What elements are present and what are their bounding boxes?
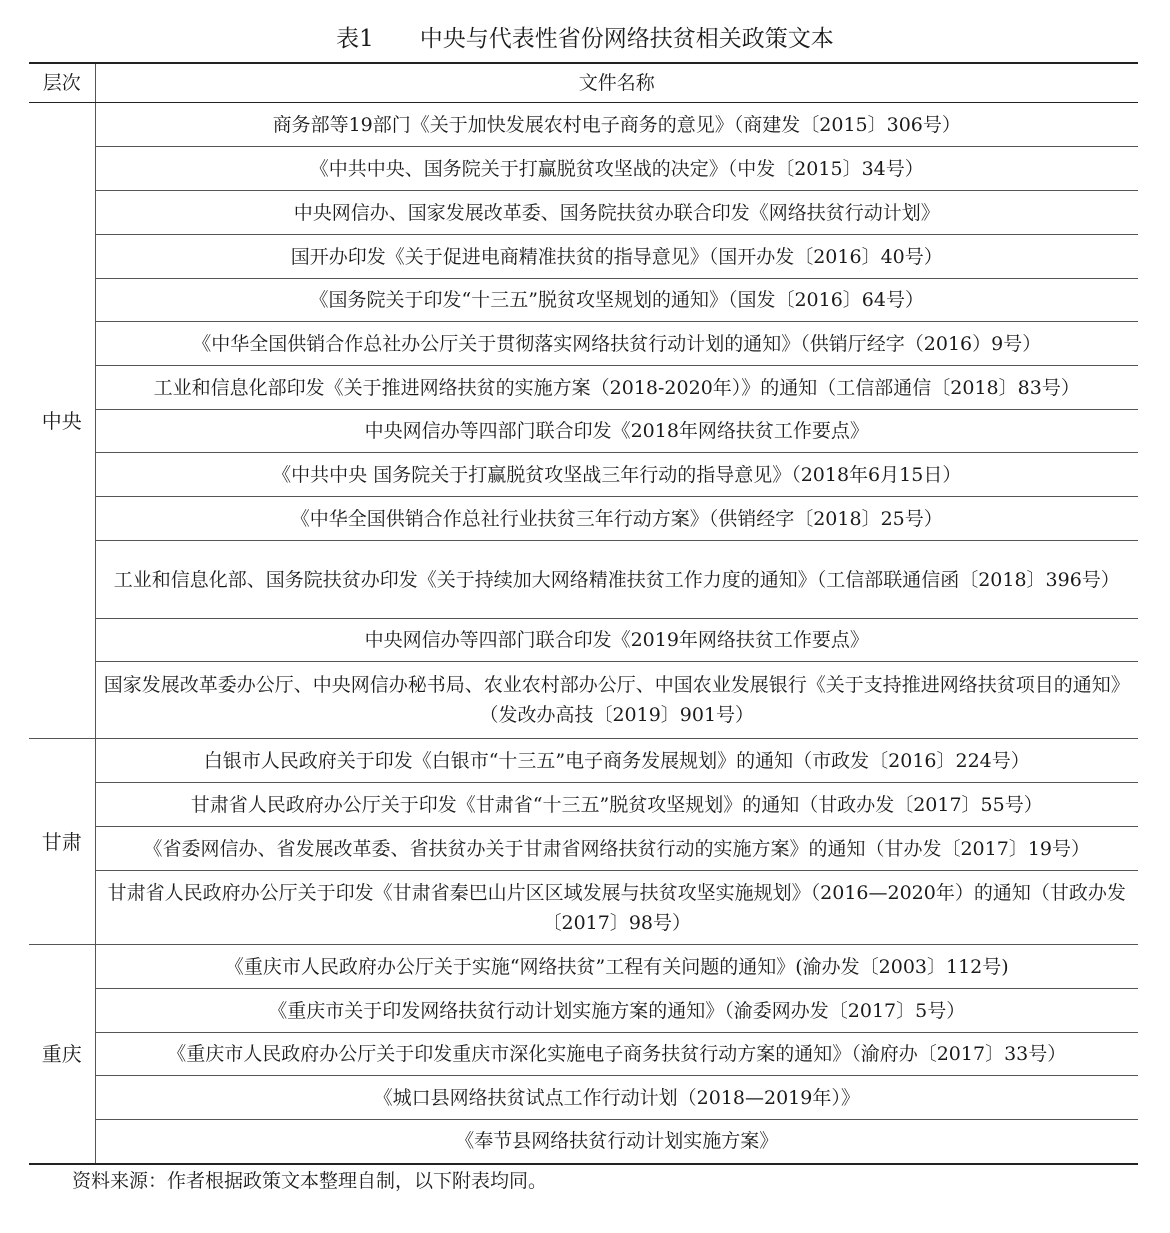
doc-cell: 白银市人民政府关于印发《白银市“十三五”电子商务发展规划》的通知（市政发〔2016〕224号） [95, 739, 1138, 783]
table-row [29, 1120, 1138, 1164]
policy-table [29, 62, 1138, 1165]
table-row [29, 497, 1138, 541]
table-row [29, 739, 1138, 783]
table-row [29, 662, 1138, 739]
doc-cell: 工业和信息化部、国务院扶贫办印发《关于持续加大网络精准扶贫工作力度的通知》（工信部联通信函〔2018〕396号） [95, 541, 1138, 619]
level-column-header: 层次 [29, 63, 95, 103]
name-column-header: 文件名称 [95, 63, 1138, 103]
table-row [29, 1076, 1138, 1120]
table-row [29, 103, 1138, 147]
table-row [29, 410, 1138, 453]
doc-cell: 国家发展改革委办公厅、中央网信办秘书局、农业农村部办公厅、中国农业发展银行《关于支持推进网络扶贫项目的通知》（发改办高技〔2019〕901号） [95, 662, 1138, 739]
doc-cell: 《重庆市人民政府办公厅关于印发重庆市深化实施电子商务扶贫行动方案的通知》（渝府办〔2017〕33号） [95, 1033, 1138, 1076]
doc-cell: 《省委网信办、省发展改革委、省扶贫办关于甘肃省网络扶贫行动的实施方案》的通知（甘办发〔2017〕19号） [95, 827, 1138, 871]
table-row [29, 191, 1138, 235]
doc-cell: 《奉节县网络扶贫行动计划实施方案》 [95, 1120, 1138, 1164]
doc-cell: 《中共中央 国务院关于打赢脱贫攻坚战三年行动的指导意见》（2018年6月15日） [95, 453, 1138, 497]
table-row [29, 366, 1138, 410]
doc-cell: 中央网信办、国家发展改革委、国务院扶贫办联合印发《网络扶贫行动计划》 [95, 191, 1138, 235]
source-note: 资料来源：作者根据政策文本整理自制，以下附表均同。 [72, 1170, 548, 1192]
table-row [29, 147, 1138, 191]
level-cell-gansu: 甘肃 [29, 739, 95, 945]
table-row [29, 989, 1138, 1033]
doc-cell: 国开办印发《关于促进电商精准扶贫的指导意见》（国开办发〔2016〕40号） [95, 235, 1138, 279]
table-row [29, 783, 1138, 827]
doc-cell: 《中华全国供销合作总社行业扶贫三年行动方案》（供销经字〔2018〕25号） [95, 497, 1138, 541]
table-row [29, 541, 1138, 619]
table-row [29, 945, 1138, 989]
table-row [29, 322, 1138, 366]
doc-cell: 《中共中央、国务院关于打赢脱贫攻坚战的决定》（中发〔2015〕34号） [95, 147, 1138, 191]
table-row [29, 827, 1138, 871]
doc-cell: 中央网信办等四部门联合印发《2018年网络扶贫工作要点》 [95, 410, 1138, 453]
doc-cell: 《国务院关于印发“十三五”脱贫攻坚规划的通知》（国发〔2016〕64号） [95, 279, 1138, 322]
table-title: 表1 中央与代表性省份网络扶贫相关政策文本 [336, 26, 834, 52]
table-row [29, 235, 1138, 279]
doc-cell: 甘肃省人民政府办公厅关于印发《甘肃省“十三五”脱贫攻坚规划》的通知（甘政办发〔2017〕55号） [95, 783, 1138, 827]
table-row [29, 279, 1138, 322]
doc-cell: 《城口县网络扶贫试点工作行动计划（2018—2019年）》 [95, 1076, 1138, 1120]
table-row [29, 1033, 1138, 1076]
table-row [29, 871, 1138, 945]
level-cell-chongqing: 重庆 [29, 945, 95, 1164]
level-cell-central: 中央 [29, 103, 95, 739]
doc-cell: 中央网信办等四部门联合印发《2019年网络扶贫工作要点》 [95, 619, 1138, 662]
doc-cell: 《重庆市人民政府办公厅关于实施“网络扶贫”工程有关问题的通知》(渝办发〔2003〕112号) [95, 945, 1138, 989]
table-row [29, 453, 1138, 497]
table-header-row [29, 63, 1138, 103]
doc-cell: 商务部等19部门《关于加快发展农村电子商务的意见》（商建发〔2015〕306号） [95, 103, 1138, 147]
doc-cell: 甘肃省人民政府办公厅关于印发《甘肃省秦巴山片区区域发展与扶贫攻坚实施规划》（2016—2020年）的通知（甘政办发〔2017〕98号） [95, 871, 1138, 945]
doc-cell: 《中华全国供销合作总社办公厅关于贯彻落实网络扶贫行动计划的通知》（供销厅经字（2016）9号） [95, 322, 1138, 366]
doc-cell: 《重庆市关于印发网络扶贫行动计划实施方案的通知》（渝委网办发〔2017〕5号） [95, 989, 1138, 1033]
doc-cell: 工业和信息化部印发《关于推进网络扶贫的实施方案（2018-2020年）》的通知（工信部通信〔2018〕83号） [95, 366, 1138, 410]
table-row [29, 619, 1138, 662]
